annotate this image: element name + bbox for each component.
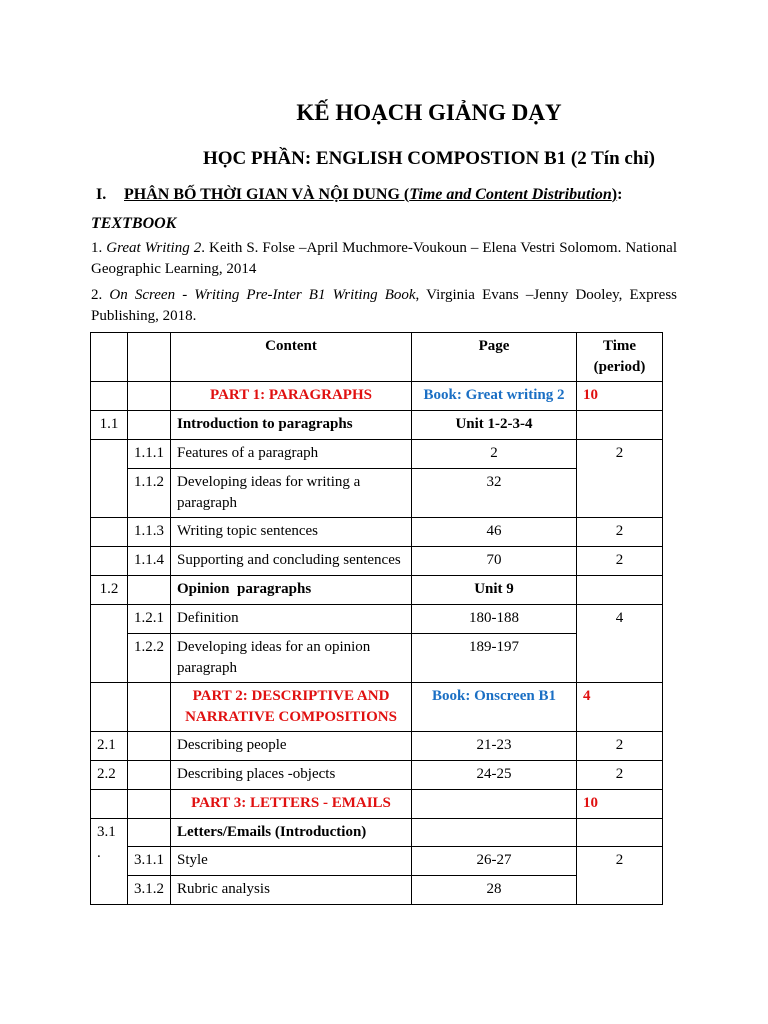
part-time: 4 xyxy=(577,683,663,732)
row-time: 2 xyxy=(577,440,663,518)
table-row xyxy=(91,732,663,761)
table-cell xyxy=(577,576,663,605)
table-cell xyxy=(91,605,128,683)
section-heading xyxy=(96,186,622,204)
table-cell xyxy=(91,683,128,732)
row-number: 2.2 xyxy=(91,761,128,790)
row-content: Writing topic sentences xyxy=(171,518,412,547)
row-time: 2 xyxy=(577,732,663,761)
table-row xyxy=(91,605,663,634)
row-content: Style xyxy=(171,847,412,876)
part-time: 10 xyxy=(577,790,663,819)
row-content: Developing ideas for writing a paragraph xyxy=(171,469,412,518)
row-page: 189-197 xyxy=(412,634,577,683)
table-cell xyxy=(128,819,171,847)
row-page: 24-25 xyxy=(412,761,577,790)
row-page: 21-23 xyxy=(412,732,577,761)
row-content: Introduction to paragraphs xyxy=(171,411,412,440)
ref-number: 2. xyxy=(91,287,103,303)
table-cell xyxy=(128,732,171,761)
table-cell xyxy=(412,790,577,819)
table-row xyxy=(91,819,663,847)
row-page: 70 xyxy=(412,547,577,576)
table-row xyxy=(91,847,663,876)
section-number: I. xyxy=(96,186,107,203)
section-heading-close: ) xyxy=(611,186,618,203)
row-subnumber: 1.2.1 xyxy=(128,605,171,634)
row-subnumber: 1.1.3 xyxy=(128,518,171,547)
row-time: 4 xyxy=(577,605,663,683)
table-cell xyxy=(128,411,171,440)
part-book: Book: Great writing 2 xyxy=(412,382,577,411)
row-page: Unit 9 xyxy=(412,576,577,605)
table-row xyxy=(91,411,663,440)
part-label: PART 1: PARAGRAPHS xyxy=(171,382,412,411)
row-time: 2 xyxy=(577,518,663,547)
section-heading-text xyxy=(124,186,617,203)
row-content: Describing places -objects xyxy=(171,761,412,790)
table-cell xyxy=(577,819,663,847)
textbook-reference-2 xyxy=(91,285,677,327)
row-subnumber: 3.1.1 xyxy=(128,847,171,876)
table-row xyxy=(91,761,663,790)
table-cell xyxy=(128,683,171,732)
row-page: 2 xyxy=(412,440,577,469)
table-cell xyxy=(91,382,128,411)
table-cell xyxy=(91,518,128,547)
row-page: 26-27 xyxy=(412,847,577,876)
row-content: Features of a paragraph xyxy=(171,440,412,469)
row-content: Developing ideas for an opinion paragraph xyxy=(171,634,412,683)
row-subnumber: 1.1.4 xyxy=(128,547,171,576)
row-content: Rubric analysis xyxy=(171,876,412,905)
row-page: 180-188 xyxy=(412,605,577,634)
table-row xyxy=(91,576,663,605)
part-book: Book: Onscreen B1 xyxy=(412,683,577,732)
table-cell xyxy=(128,576,171,605)
ref-details: , Virginia Evans –Jenny Dooley, Express Publishing, 2018. xyxy=(91,287,678,324)
row-page: 46 xyxy=(412,518,577,547)
table-cell xyxy=(577,411,663,440)
table-cell xyxy=(128,333,171,382)
document-title: KẾ HOẠCH GIẢNG DẠY xyxy=(296,100,562,125)
row-subnumber: 1.1.1 xyxy=(128,440,171,469)
section-colon: : xyxy=(617,186,623,203)
table-cell xyxy=(91,333,128,382)
table-row-part1 xyxy=(91,382,663,411)
row-content: Letters/Emails (Introduction) xyxy=(171,819,412,847)
part-label: PART 2: DESCRIPTIVE AND NARRATIVE COMPOSITIONS xyxy=(171,683,412,732)
row-time: 2 xyxy=(577,547,663,576)
table-row-part2 xyxy=(91,683,663,732)
textbook-reference-1 xyxy=(91,238,677,280)
header-content: Content xyxy=(171,333,412,382)
row-time: 2 xyxy=(577,847,663,905)
ref-number: 1. xyxy=(91,240,103,256)
row-time: 2 xyxy=(577,761,663,790)
row-number: 2.1 xyxy=(91,732,128,761)
row-content: Opinion paragraphs xyxy=(171,576,412,605)
table-row xyxy=(91,440,663,469)
section-heading-italic: Time and Content Distribution xyxy=(409,186,612,203)
row-number: 1.2 xyxy=(91,576,128,605)
table-cell xyxy=(128,761,171,790)
row-content: Supporting and concluding sentences xyxy=(171,547,412,576)
row-number-dot: . xyxy=(97,845,101,861)
row-content: Definition xyxy=(171,605,412,634)
row-subnumber: 1.1.2 xyxy=(128,469,171,518)
table-row xyxy=(91,547,663,576)
textbook-label: TEXTBOOK xyxy=(91,215,177,232)
row-page: 32 xyxy=(412,469,577,518)
table-header-row xyxy=(91,333,663,382)
row-subnumber: 1.2.2 xyxy=(128,634,171,683)
row-number xyxy=(91,819,128,905)
ref-title: Great Writing 2 xyxy=(106,240,202,256)
header-page: Page xyxy=(412,333,577,382)
content-distribution-table xyxy=(90,332,663,905)
row-page: Unit 1-2-3-4 xyxy=(412,411,577,440)
course-subtitle: HỌC PHẦN: ENGLISH COMPOSTION B1 (2 Tín chỉ) xyxy=(202,148,655,169)
table-cell xyxy=(91,547,128,576)
ref-details: . Keith S. Folse –April Muchmore-Voukoun – Elena Vestri Solomom. National Geographic Learning, 2014 xyxy=(91,240,677,277)
section-heading-plain: PHÂN BỐ THỜI GIAN VÀ NỘI DUNG ( xyxy=(124,186,410,203)
table-cell xyxy=(128,382,171,411)
header-time: Time (period) xyxy=(577,333,663,382)
row-number: 1.1 xyxy=(91,411,128,440)
table-cell xyxy=(91,440,128,518)
table-cell xyxy=(412,819,577,847)
ref-title: On Screen - Writing Pre-Inter B1 Writing Book xyxy=(109,287,416,303)
table-cell xyxy=(91,790,128,819)
row-content: Describing people xyxy=(171,732,412,761)
row-page: 28 xyxy=(412,876,577,905)
row-number-text: 3.1 xyxy=(97,824,116,840)
part-time: 10 xyxy=(577,382,663,411)
table-cell xyxy=(128,790,171,819)
table-row xyxy=(91,518,663,547)
row-subnumber: 3.1.2 xyxy=(128,876,171,905)
part-label: PART 3: LETTERS - EMAILS xyxy=(171,790,412,819)
table-row-part3 xyxy=(91,790,663,819)
